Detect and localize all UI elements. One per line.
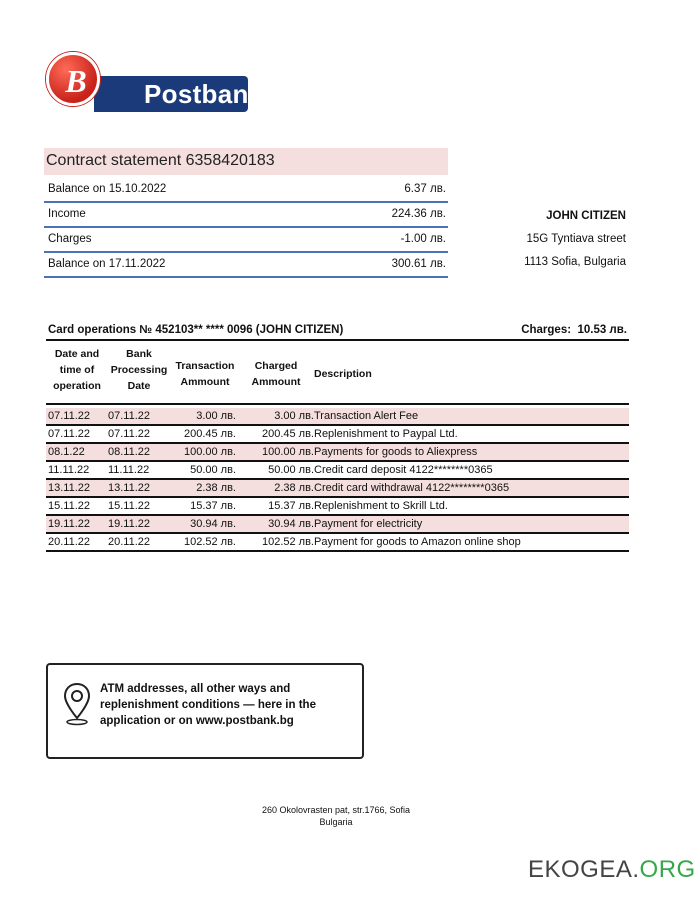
table-row: 07.11.22 07.11.22 200.45 лв. 200.45 лв. Replenishment to Paypal Ltd. xyxy=(46,426,629,444)
table-row: 13.11.22 13.11.22 2.38 лв. 2.38 лв. Credit card withdrawal 4122********0365 xyxy=(46,480,629,498)
logo-emblem xyxy=(46,52,100,106)
customer-street: 15G Tyntiava street xyxy=(526,233,626,245)
watermark xyxy=(528,856,696,884)
summary-row xyxy=(44,253,448,278)
atm-info-box xyxy=(46,663,364,759)
contract-title xyxy=(44,148,448,175)
contract-number: 6358420183 xyxy=(185,152,275,169)
table-row: 07.11.22 07.11.22 3.00 лв. 3.00 лв. Transaction Alert Fee xyxy=(46,408,629,426)
summary-row xyxy=(44,203,448,228)
summary-label: Balance on 15.10.2022 xyxy=(48,183,167,195)
table-row: 15.11.22 15.11.22 15.37 лв. 15.37 лв. Replenishment to Skrill Ltd. xyxy=(46,498,629,516)
customer-city: 1113 Sofia, Bulgaria xyxy=(524,256,626,268)
logo-wordmark: Postbank xyxy=(94,76,248,112)
summary-value: 300.61 лв. xyxy=(391,258,446,270)
bank-address-footer xyxy=(200,804,472,828)
contract-label: Contract statement xyxy=(46,152,182,169)
table-row: 20.11.22 20.11.22 102.52 лв. 102.52 лв. Payment for goods to Amazon online shop xyxy=(46,534,629,552)
card-operations-header xyxy=(46,322,629,341)
watermark-part-2: ORG xyxy=(639,856,696,883)
summary-value: 224.36 лв. xyxy=(391,208,446,220)
map-pin-icon xyxy=(63,682,91,726)
card-charges xyxy=(521,322,627,339)
table-row: 11.11.22 11.11.22 50.00 лв. 50.00 лв. Credit card deposit 4122********0365 xyxy=(46,462,629,480)
logo-letter: B xyxy=(65,63,87,99)
footer-line-2: Bulgaria xyxy=(319,817,353,827)
footer-line-1: 260 Okolovrasten pat, str.1766, Sofia xyxy=(261,805,411,815)
col-header-processing: Bank Processing Date xyxy=(110,348,168,392)
col-header-charged: Charged Ammount xyxy=(251,360,301,388)
table-header-rule xyxy=(46,403,629,405)
customer-name: JOHN CITIZEN xyxy=(546,210,626,222)
summary-value: 6.37 лв. xyxy=(404,183,446,195)
atm-info-text: ATM addresses, all other ways and replenishment conditions — here in the application or on www.postbank.bg xyxy=(100,683,316,727)
summary-label: Income xyxy=(48,208,86,220)
summary-value: -1.00 лв. xyxy=(400,233,446,245)
card-charges-value: 10.53 лв. xyxy=(577,324,627,336)
col-header-date: Date and time of operation xyxy=(53,348,101,392)
summary-label: Charges xyxy=(48,233,92,245)
table-row: 19.11.22 19.11.22 30.94 лв. 30.94 лв. Payment for electricity xyxy=(46,516,629,534)
col-header-transaction: Transaction Ammount xyxy=(175,360,235,388)
table-row: 08.1.22 08.11.22 100.00 лв. 100.00 лв. Payments for goods to Aliexpress xyxy=(46,444,629,462)
col-header-description: Description xyxy=(314,368,372,380)
card-charges-label: Charges: xyxy=(521,324,572,336)
summary-row xyxy=(44,228,448,253)
postbank-logo xyxy=(46,52,264,114)
balance-summary xyxy=(44,178,448,278)
card-title: Card operations № 452103** **** 0096 (JOHN CITIZEN) xyxy=(48,324,344,336)
summary-row xyxy=(44,178,448,203)
watermark-part-1: EKOGEA. xyxy=(528,856,640,883)
summary-label: Balance on 17.11.2022 xyxy=(48,258,166,270)
